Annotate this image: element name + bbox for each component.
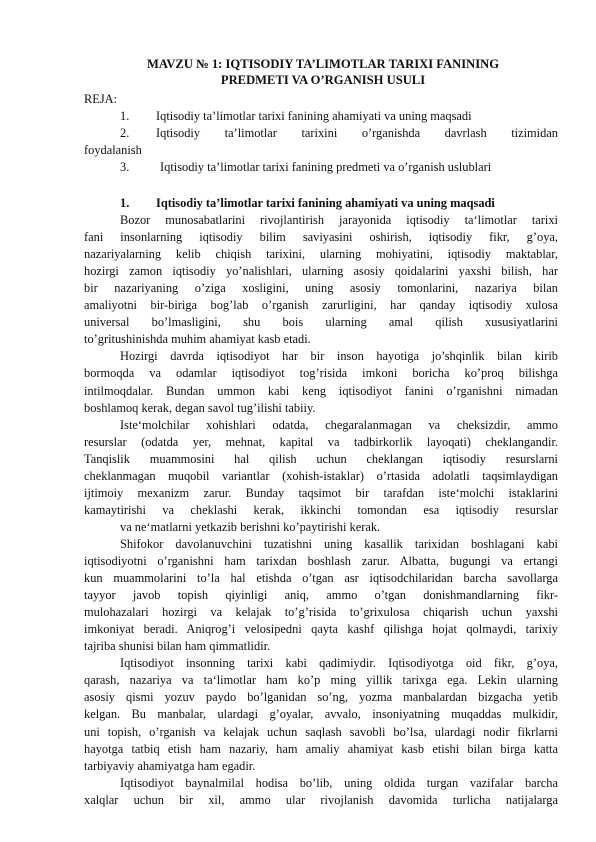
body-text-line: nazariyalarning kelib chiqish tarixini, ularning mohiyatini, iqtisodiy maktablar, — [84, 247, 558, 261]
body-text-line: cheklanmagan muqobil variantlar (xohish-istaklar) o’rtasida adolatli taqsimlaydigan — [84, 469, 558, 483]
body-text-line: asosiy qismi yozuv paydo bo’lganidan so’ng, yozma manbalardan bizgacha yetib — [84, 690, 558, 704]
body-text-line: Iqtisodiyot baynalmilal hodisa bo’lib, uning oldida turgan vazifalar barcha — [120, 776, 558, 790]
body-text-line: Tanqislik muammosini hal qilish uchun cheklangan iqtisodiy resurslarni — [84, 452, 558, 466]
body-text-line: qarash, nazariya va ta‘limotlar ham ko’p ming yillik tarixga ega. Lekin ularning — [84, 673, 558, 687]
body-text-line: uni topish, o’rganish va kelajak uchun saqlash savobli bo’lsa, ulardagi nodir fikrlarni — [84, 725, 558, 739]
body-text-line: Bozor munosabatlarini rivojlantirish jarayonida iqtisodiy ta‘limotlar tarixi — [120, 213, 558, 227]
body-text-line: iqtisodiyotni o’rganishni ham tarixdan boshlash zarur. Albatta, bugungi va ertangi — [84, 554, 558, 568]
body-text-line: bir nazariyaning o’ziga xosligini, uning asosiy tomonlarini, nazariya bilan — [84, 281, 558, 295]
body-text-line: hayotga tatbiq etish ham nazariy, ham amaliy ahamiyat kasb etishi bilan birga katta — [84, 742, 558, 756]
body-text-line: universal bo’lmasligini, shu bois ularning amal qilish xususiyatlarini — [84, 315, 558, 329]
plan-item-text: Iqtisodiy ta’limotlar tarixi fanining ahamiyati va uning maqsadi — [156, 109, 472, 123]
body-text-line: xalqlar uchun bir xil, ammo ular rivojlanish davomida turlicha natijalarga — [84, 793, 558, 807]
plan-item-number: 2. — [120, 126, 130, 140]
body-text-line: hozirgi zamon iqtisodiy yo’nalishlari, ularning asosiy qoidalarini yaxshi bilish, har — [84, 264, 558, 278]
body-text-line: Iste‘molchilar xohishlari odatda, chegaralanmagan va cheksizdir, ammo — [120, 418, 558, 432]
body-text-line: boshlamoq kerak, degan savol tug’ilishi tabiiy. — [84, 401, 316, 415]
body-text-line: fani insonlarning iqtisodiy bilim saviyasini oshirish, iqtisodiy fikr, g’oya, — [84, 230, 558, 244]
plan-item-continuation: foydalanish — [84, 143, 142, 157]
body-text-line: resurslar (odatda yer, mehnat, kapital va tadbirkorlik layoqati) cheklangandir. — [84, 435, 558, 449]
body-text-line: ijtimoiy mexanizm zarur. Bunday taqsimot bir tarafdan iste‘molchi istaklarini — [84, 486, 558, 500]
body-text-line: kelgan. Bu manbalar, ulardagi g’oyalar, avvalo, insoniyatning muqaddas mulkidir, — [84, 707, 558, 721]
body-text-line: intilmoqdalar. Bundan ummon kabi keng iqtisodiyot fanini o’rganishni nimadan — [84, 384, 558, 398]
plan-item-number: 1. — [120, 109, 130, 123]
plan-item-text: Iqtisodiy ta’limotlar tarixini o’rganishda davrlash tizimidan — [156, 126, 558, 140]
section-heading: Iqtisodiy ta’limotlar tarixi fanining ahamiyati va uning maqsadi — [156, 196, 495, 210]
body-text-line: kamaytirishi va cheklashi kerak, ikkinchi tomondan esa iqtisodiy resurslar — [84, 503, 558, 517]
body-text-line: to’gritushinishda muhim ahamiyat kasb etadi. — [84, 332, 311, 346]
body-text-line: Iqtisodiyot insonning tarixi kabi qadimiydir. Iqtisodiyotga oid fikr, g’oya, — [120, 656, 558, 670]
body-text-line: Shifokor davolanuvchini tuzatishni uning kasallik tarixidan boshlagani kabi — [120, 537, 558, 551]
body-text-line: mulohazalari hozirgi va kelajak to’g’risida to’grixulosa chiqarish uchun yaxshi — [84, 605, 558, 619]
body-text-line: tayyor javob topish qiyinligi aniq, ammo o’tgan donishmandlarning fikr- — [84, 588, 558, 602]
body-text-line: imkoniyat beradi. Aniqrog’i velosipedni qayta kashf qilishga hojat qolmaydi, tarixiy — [84, 622, 558, 636]
body-text-line: kun muammolarini to’la hal etishda o’tgan asr iqtisodchilaridan barcha savollarga — [84, 571, 558, 585]
plan-label: REJA: — [84, 92, 118, 106]
body-text-line: bormoqda va odamlar iqtisodiyot tog’risida imkoni boricha ko’proq bilishga — [84, 366, 558, 380]
body-text-line: tarbiyaviy ahamiyatga ham egadir. — [84, 759, 256, 773]
section-number: 1. — [120, 196, 130, 210]
body-text-line: amaliyotni bir-biriga bog’lab o’rganish zarurligini, har qanday iqtisodiy xulosa — [84, 298, 558, 312]
plan-item-number: 3. — [120, 160, 130, 174]
body-text-line: va ne‘matlarni yetkazib berishni ko’paytirishi kerak. — [120, 520, 381, 534]
plan-item-text: Iqtisodiy ta’limotlar tarixi fanining predmeti va o’rganish uslublari — [160, 160, 492, 174]
body-text-line: Hozirgi davrda iqtisodiyot har bir inson hayotiga jo’shqinlik bilan kirib — [120, 349, 558, 363]
topic-title-line-1: MAVZU № 1: IQTISODIY TA’LIMOTLAR TARIXI FANINING — [146, 57, 500, 71]
topic-title-line-2: PREDMETI VA O’RGANISH USULI — [220, 73, 426, 87]
body-text-line: tajriba shunisi bilan ham qimmatlidir. — [84, 639, 271, 653]
